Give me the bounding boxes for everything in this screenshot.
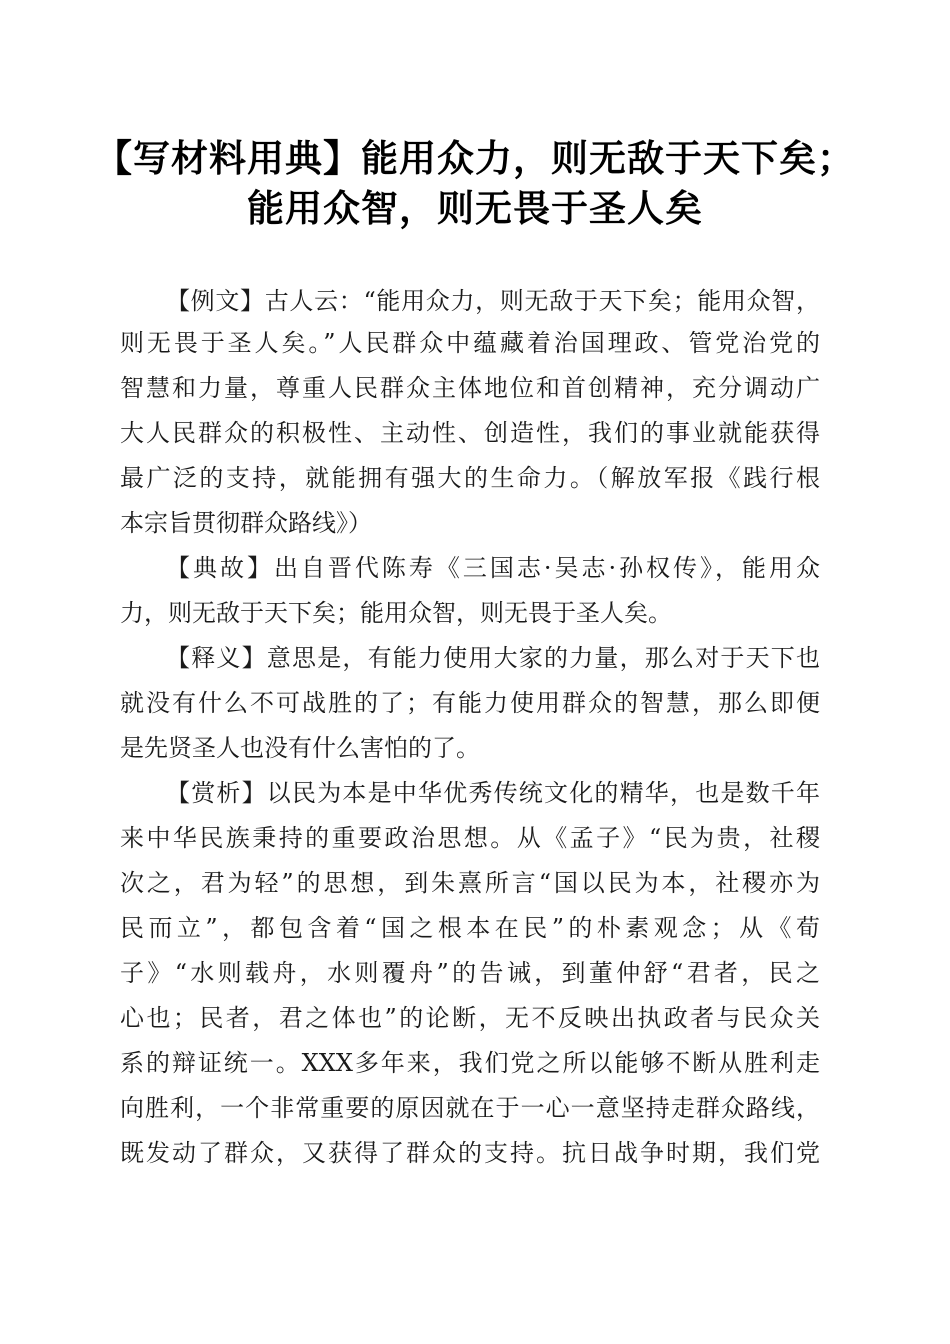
paragraph-line: 心也；民者，君之体也”的论断，无不反映出执政者与民众关 xyxy=(120,1004,820,1032)
paragraph-line: 民而立”，都包含着“国之根本在民”的朴素观念；从《荀 xyxy=(120,914,820,942)
paragraph-line: 智慧和力量，尊重人民群众主体地位和首创精神，充分调动广 xyxy=(120,374,820,402)
paragraph-line: 向胜利，一个非常重要的原因就在于一心一意坚持走群众路线， xyxy=(120,1094,820,1122)
paragraph-line: 【典故】出自晋代陈寿《三国志·吴志·孙权传》，能用众 xyxy=(166,554,820,582)
paragraph-line: 则无畏于圣人矣。”人民群众中蕴藏着治国理政、管党治党的 xyxy=(120,329,820,357)
paragraph-line: 既发动了群众，又获得了群众的支持。抗日战争时期，我们党 xyxy=(120,1139,820,1167)
paragraph-line: 【赏析】以民为本是中华优秀传统文化的精华，也是数千年 xyxy=(166,779,820,807)
paragraph-line: 子》“水则载舟，水则覆舟”的告诫，到董仲舒“君者，民之 xyxy=(120,959,820,987)
paragraph-line: 【例文】古人云：“能用众力，则无敌于天下矣；能用众智， xyxy=(166,287,820,315)
paragraph-line: 是先贤圣人也没有什么害怕的了。 xyxy=(120,734,480,762)
paragraph-line: 次之，君为轻”的思想，到朱熹所言“国以民为本，社稷亦为 xyxy=(120,869,820,897)
paragraph-line: 【释义】意思是，有能力使用大家的力量，那么对于天下也 xyxy=(166,644,820,672)
paragraph-line: 本宗旨贯彻群众路线》） xyxy=(120,509,372,537)
document-title-line-2: 能用众智，则无畏于圣人矣 xyxy=(247,186,703,230)
paragraph-line: 大人民群众的积极性、主动性、创造性，我们的事业就能获得 xyxy=(120,419,820,447)
paragraph-line: 就没有什么不可战胜的了；有能力使用群众的智慧，那么即便 xyxy=(120,689,820,717)
paragraph-line: 力，则无敌于天下矣；能用众智，则无畏于圣人矣。 xyxy=(120,599,672,627)
paragraph-line: 系的辩证统一。XXX多年来，我们党之所以能够不断从胜利走 xyxy=(120,1049,820,1077)
paragraph-line: 来中华民族秉持的重要政治思想。从《孟子》“民为贵，社稷 xyxy=(120,824,820,852)
document-title-line-1: 【写材料用典】能用众力，则无敌于天下矣； xyxy=(95,136,855,180)
paragraph-line: 最广泛的支持，就能拥有强大的生命力。（解放军报《践行根 xyxy=(120,464,820,492)
